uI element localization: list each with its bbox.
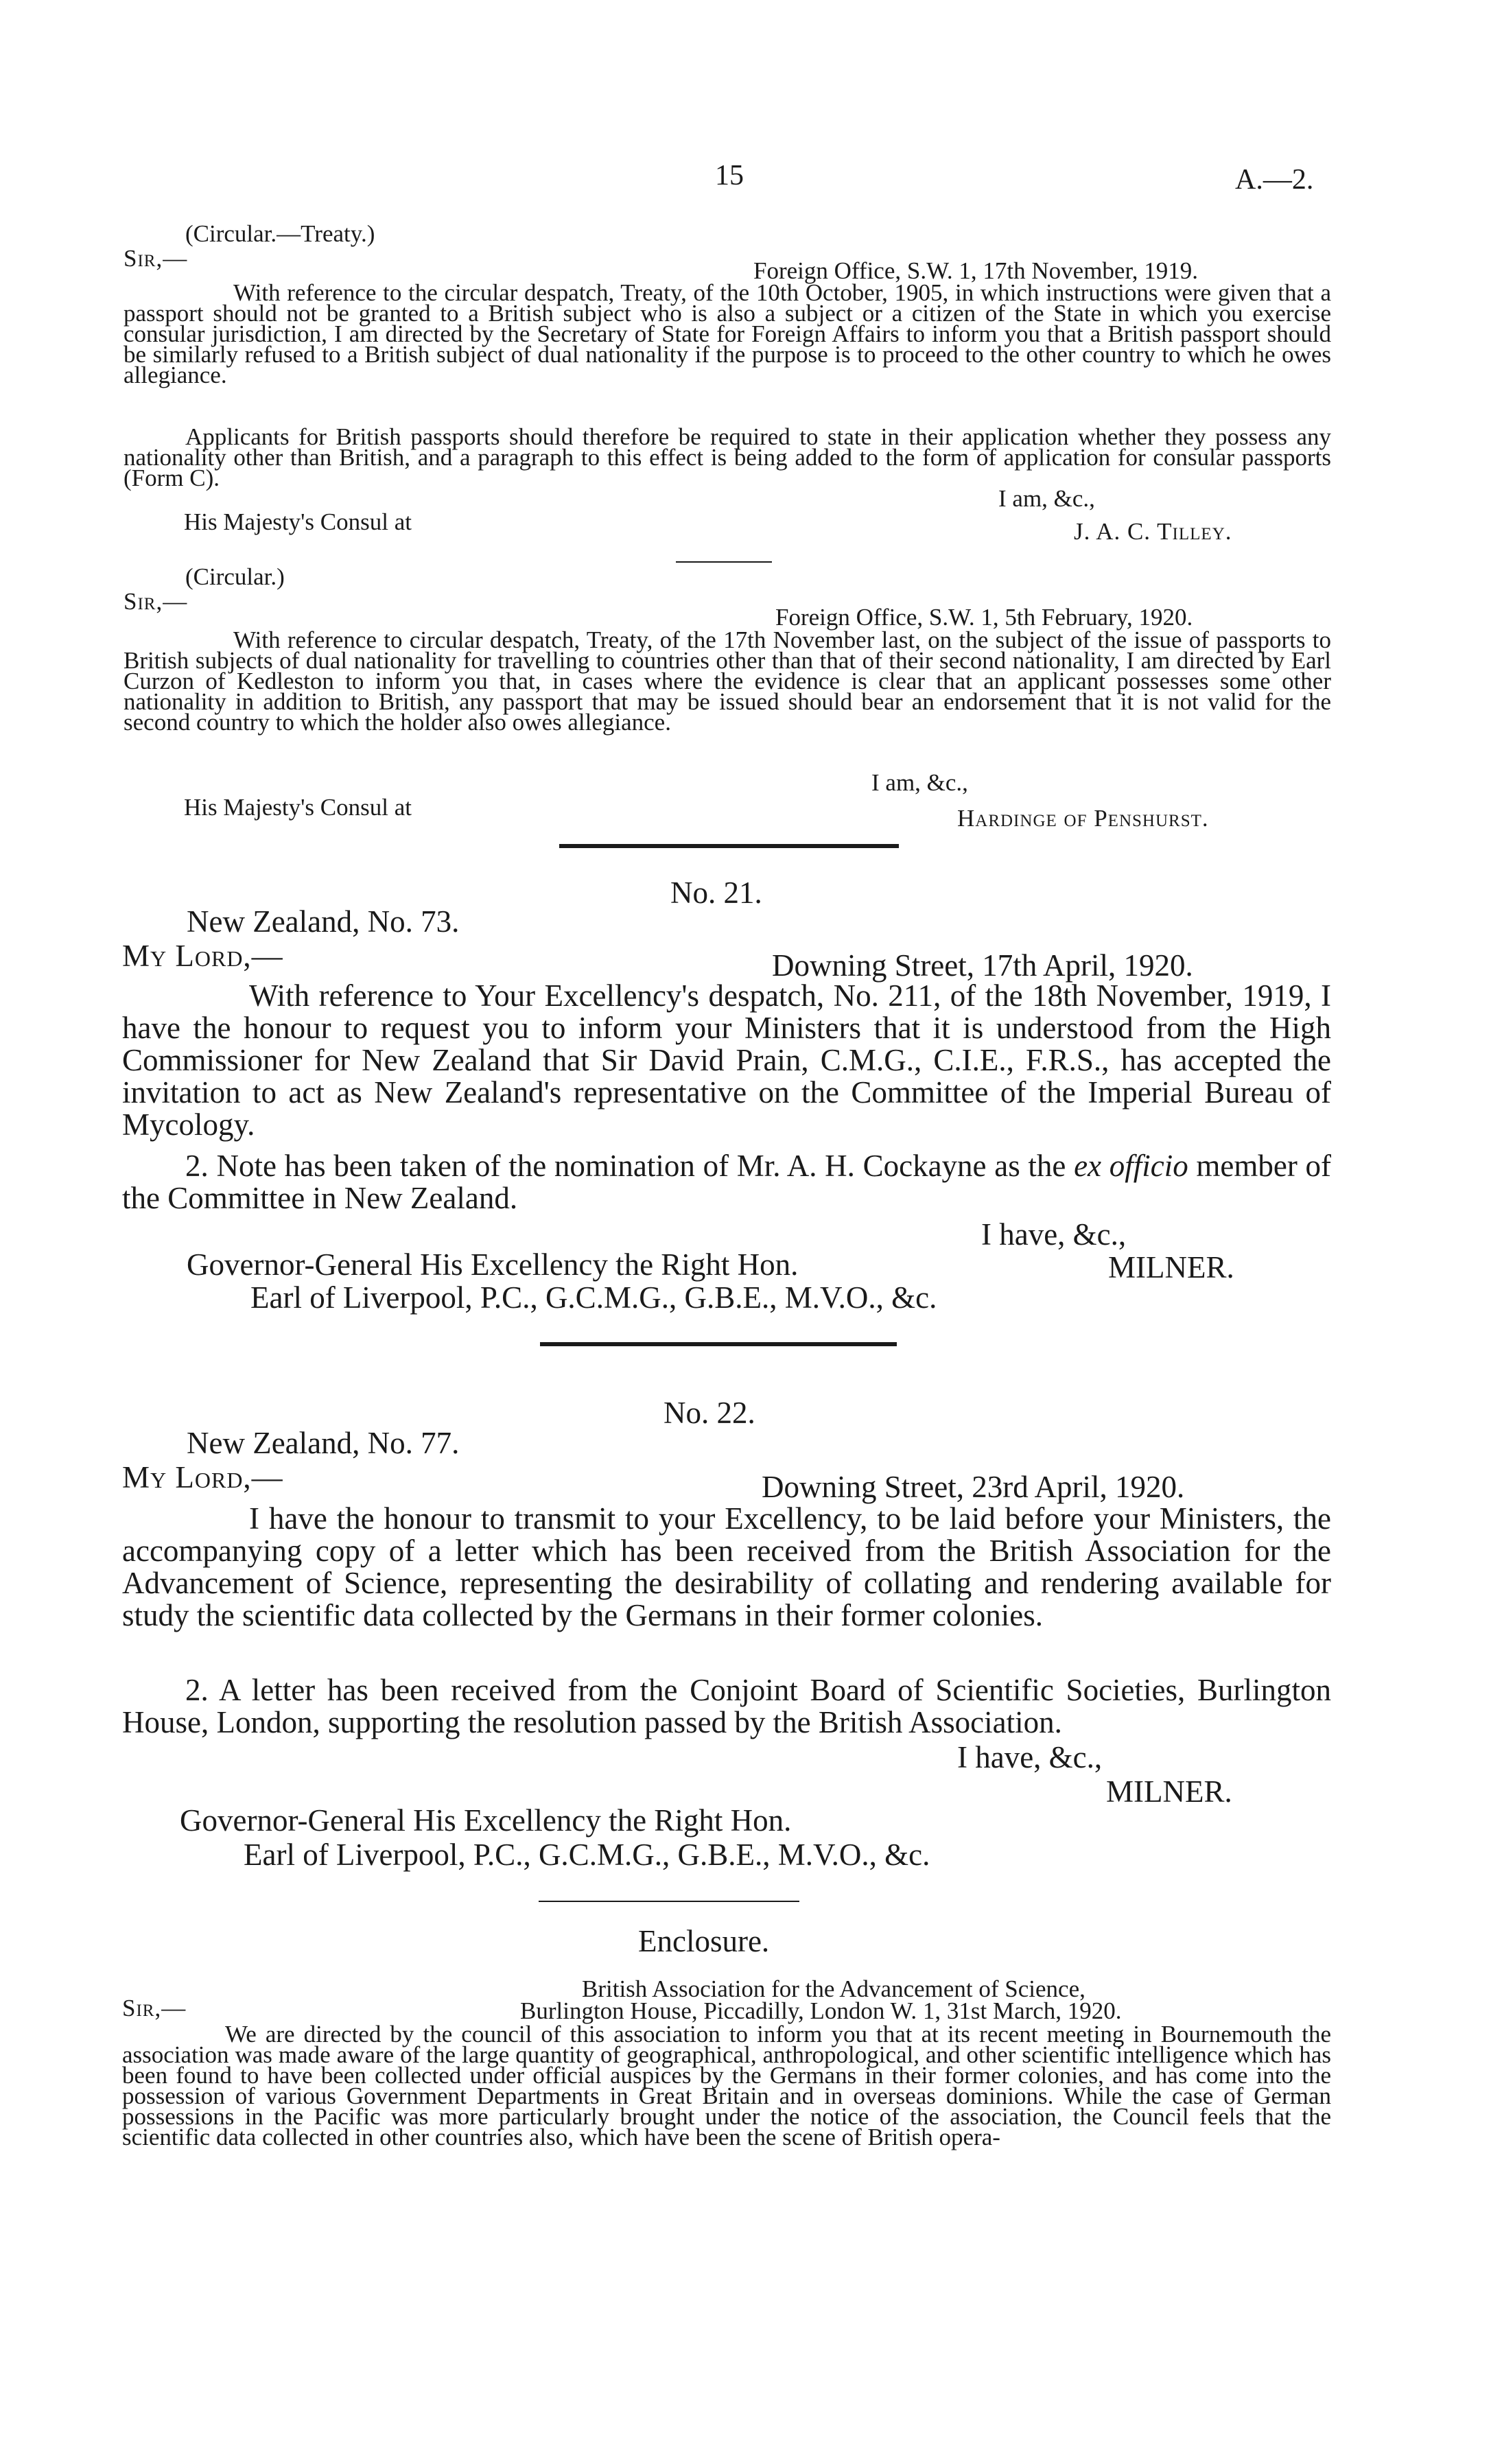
- no22-addressee-line-2: Earl of Liverpool, P.C., G.C.M.G., G.B.E., M.V.O., &c.: [244, 1838, 930, 1872]
- no21-paragraph-2-start: 2. Note has been taken of the nomination of Mr. A. H. Cockayne as the: [185, 1149, 1066, 1183]
- no22-signature: MILNER.: [1106, 1774, 1232, 1809]
- no22-number: No. 22.: [664, 1396, 755, 1430]
- enclosure-address-line-2: Burlington House, Piccadilly, London W. 1, 31st March, 1920.: [520, 1997, 1122, 2024]
- no21-salutation: My Lord,—: [122, 939, 283, 973]
- no21-body-paragraph-1: With reference to Your Excellency's despatch, No. 211, of the 18th November, 1919, I have the honour to request you to inform your Ministers that it is understood from the High Commissioner for New Zealand that Sir David Prain, C.M.G., C.I.E., F.R.S., has accepted the invitation to act as New Zealand's representative on the Committee of the Imperial Bureau of Mycology.: [122, 978, 1331, 1142]
- no22-salutation: My Lord,—: [122, 1460, 283, 1494]
- no22-closing: I have, &c.,: [957, 1740, 1103, 1774]
- short-divider-2: [539, 1901, 799, 1902]
- no22-address-date: Downing Street, 23rd April, 1920.: [762, 1470, 1185, 1504]
- no21-closing: I have, &c.,: [981, 1217, 1127, 1252]
- no21-ex: ex: [1074, 1149, 1102, 1183]
- no22-body-paragraph-2: 2. A letter has been received from the Conjoint Board of Scientific Societies, Burlington House, London, supporting the resolution passed by the British Association.: [122, 1673, 1331, 1739]
- no21-officio: officio: [1109, 1149, 1188, 1183]
- letter1-body-paragraph-1: With reference to the circular despatch, Treaty, of the 10th October, 1905, in which instructions were given that a passport should not be granted to a British subject who is also a subject or a citizen of the State in which you exercise consular jurisdiction, I am directed by the Secretary of State for Foreign Affairs to inform you that a British passport should be similarly refused to a British subject of dual nationality if the purpose is to proceed to the other country to which he owes allegiance.: [124, 279, 1331, 388]
- no21-number: No. 21.: [670, 876, 762, 910]
- letter1-body-paragraph-2: Applicants for British passports should therefore be required to state in their application whether they possess any nationality other than British, and a paragraph to this effect is being added to the form of application for consular passports (Form C).: [124, 423, 1331, 491]
- short-divider-1: [676, 561, 772, 563]
- letter1-circular-label: (Circular.—Treaty.): [185, 220, 375, 247]
- letter1-addressee: His Majesty's Consul at: [184, 508, 412, 535]
- no21-address-date: Downing Street, 17th April, 1920.: [772, 948, 1193, 983]
- letter2-addressee: His Majesty's Consul at: [184, 794, 412, 821]
- no22-addressee-line-1: Governor-General His Excellency the Right Hon.: [180, 1803, 792, 1838]
- thick-divider-1: [559, 844, 899, 848]
- enclosure-body-paragraph-1: We are directed by the council of this association to inform you that at its recent meeting in Bournemouth the association was made aware of the large quantity of geographical, anthropological, and other scientific intelligence which has been found to have been collected under official auspices by the Germans in their former colonies, and has come into the possession of various Government Departments in Great Britain and in overseas dominions. While the case of German possessions in the Pacific was more particularly brought under the notice of the association, the Council feels that the scientific data collected in other countries also, which have been the scene of British opera-: [122, 2021, 1331, 2150]
- enclosure-salutation: Sir,—: [122, 1995, 187, 2021]
- no21-addressee-line-2: Earl of Liverpool, P.C., G.C.M.G., G.B.E., M.V.O., &c.: [250, 1280, 937, 1315]
- thick-divider-2: [540, 1342, 897, 1346]
- no22-reference: New Zealand, No. 77.: [187, 1426, 460, 1460]
- no21-signature: MILNER.: [1108, 1250, 1234, 1284]
- letter2-circular-label: (Circular.): [185, 563, 285, 590]
- document-reference: A.—2.: [1235, 164, 1314, 196]
- letter2-closing: I am, &c.,: [871, 769, 968, 796]
- letter2-salutation: Sir,—: [124, 588, 188, 615]
- no21-paragraph-2-end: member of the Committee in New Zealand.: [122, 1149, 1332, 1215]
- letter1-closing: I am, &c.,: [998, 485, 1095, 512]
- letter2-signature: Hardinge of Penshurst.: [957, 805, 1209, 832]
- no21-reference: New Zealand, No. 73.: [187, 904, 460, 939]
- enclosure-title: Enclosure.: [638, 1924, 770, 1958]
- enclosure-address-line-1: British Association for the Advancement of Science,: [582, 1975, 1085, 2002]
- letter2-address-date: Foreign Office, S.W. 1, 5th February, 1920.: [775, 604, 1193, 631]
- no21-addressee-line-1: Governor-General His Excellency the Right Hon.: [187, 1247, 799, 1282]
- no21-body-paragraph-2: [122, 1150, 1331, 1215]
- letter1-signature: J. A. C. Tilley.: [1074, 518, 1232, 545]
- letter2-body-paragraph-1: With reference to circular despatch, Treaty, of the 17th November last, on the subject of the issue of passports to British subjects of dual nationality for travelling to countries other than that of their second nationality, I am directed by Earl Curzon of Kedleston to inform you that, in cases where the evidence is clear that an applicant possesses some other nationality in addition to British, any passport that may be issued should bear an endorsement that it is not valid for the second country to which the holder also owes allegiance.: [124, 626, 1331, 736]
- letter1-address-date: Foreign Office, S.W. 1, 17th November, 1919.: [753, 257, 1198, 284]
- no22-body-paragraph-1: I have the honour to transmit to your Excellency, to be laid before your Ministers, the accompanying copy of a letter which has been received from the British Association for the Advancement of Science, representing the desirability of collating and rendering available for study the scientific data collected by the Germans in their former colonies.: [122, 1501, 1331, 1632]
- letter1-salutation: Sir,—: [124, 245, 188, 272]
- page-number: 15: [715, 160, 744, 191]
